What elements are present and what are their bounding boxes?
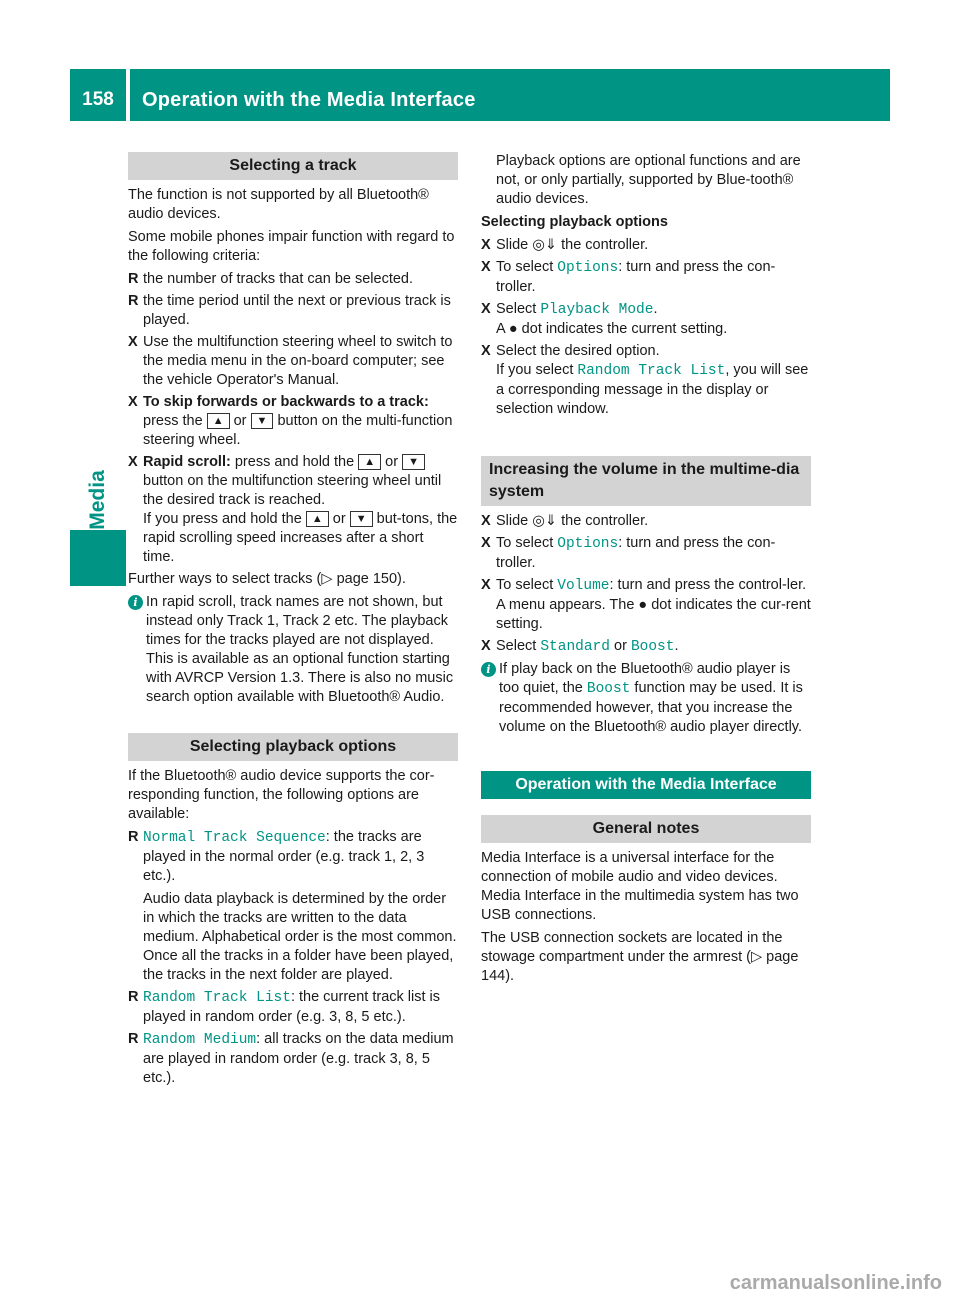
paragraph: If the Bluetooth® audio device supports the cor-responding function, the following options are available: (128, 768, 435, 822)
step-item: X Select the desired option. If you select Random Track List, you will see a corresponding message in the display or selection window. (481, 343, 809, 417)
bullet-marker: R (128, 271, 139, 287)
step-marker: X (128, 334, 138, 350)
bullet-marker: R (128, 293, 139, 309)
list-item: R the time period until the next or previous track is played. (128, 293, 451, 328)
heading-selecting-track: Selecting a track (128, 152, 458, 180)
paragraph: The function is not supported by all Bluetooth® audio devices. (128, 187, 429, 222)
step-marker: X (481, 577, 491, 593)
page-title: Operation with the Media Interface (142, 89, 476, 111)
heading-general-notes: General notes (481, 815, 811, 843)
up-key-icon: ▲ (358, 454, 381, 470)
step-marker: X (481, 237, 491, 253)
step-item: X To select Options: turn and press the con-troller. (481, 259, 776, 295)
step-marker: X (481, 301, 491, 317)
right-column (481, 152, 811, 990)
header-divider (126, 69, 130, 121)
up-key-icon: ▲ (306, 511, 329, 527)
down-key-icon: ▼ (402, 454, 425, 470)
list-item: R Normal Track Sequence: the tracks are played in the normal order (e.g. track 1, 2, 3 etc.). Audio data playback is determined by the order in which the tracks are written to the data medium. Alphabetical order is the most common. Once all the tracks in a folder have been played, the tracks in the next folder are played. (128, 829, 457, 983)
watermark: carmanualsonline.info (729, 1272, 942, 1294)
subheading: Selecting playback options (481, 214, 668, 230)
step-item: X Slide ◎⇓ the controller. (481, 513, 649, 529)
step-item: X To select Volume: turn and press the control-ler. A menu appears. The ● dot indicates the cur-rent setting. (481, 577, 811, 632)
step-item: X To select Options: turn and press the con-troller. (481, 535, 776, 571)
list-item: R Random Medium: all tracks on the data medium are played in random order (e.g. track 3, 8, 5 etc.). (128, 1031, 454, 1086)
info-note: i If play back on the Bluetooth® audio player is too quiet, the Boost function may be used. It is recommended however, that you increase the volume on the Bluetooth® audio player directly. (481, 660, 811, 737)
step-marker: X (128, 454, 138, 470)
heading-playback-options: Selecting playback options (128, 733, 458, 761)
list-item: R Random Track List: the current track list is played in random order (e.g. 3, 8, 5 etc.). (128, 989, 441, 1025)
down-key-icon: ▼ (251, 413, 274, 429)
section-tab-label: Media (86, 470, 110, 530)
bullet-marker: R (128, 989, 139, 1005)
info-icon: i (481, 662, 496, 677)
heading-volume: Increasing the volume in the multime-dia system (481, 456, 811, 506)
step-marker: X (481, 343, 491, 359)
paragraph: The USB connection sockets are located in the stowage compartment under the armrest (▷ page 144). (481, 930, 799, 984)
paragraph: Playback options are optional functions and are not, or only partially, supported by Blue-tooth® audio devices. (496, 153, 801, 207)
step-marker: X (481, 535, 491, 551)
heading-media-interface: Operation with the Media Interface (481, 771, 811, 799)
section-tab-marker (70, 530, 126, 586)
left-column (128, 152, 458, 1091)
step-marker: X (128, 394, 138, 410)
paragraph: Further ways to select tracks (▷ page 150). (128, 571, 406, 587)
step-item: X Use the multifunction steering wheel to switch to the media menu in the on-board computer; see the vehicle Operator's Manual. (128, 334, 453, 388)
down-key-icon: ▼ (350, 511, 373, 527)
info-note: i In rapid scroll, track names are not shown, but instead only Track 1, Track 2 etc. The playback times for the tracks played are not displayed. This is available as an optional function starting with AVRCP Version 1.3. There is also no music search option available with Bluetooth® Audio. (128, 593, 458, 707)
step-marker: X (481, 638, 491, 654)
paragraph: Some mobile phones impair function with regard to the following criteria: (128, 229, 455, 264)
step-item: X Slide ◎⇓ the controller. (481, 237, 649, 253)
list-item: R the number of tracks that can be selected. (128, 271, 414, 287)
step-item: X Select Standard or Boost. (481, 638, 679, 655)
bullet-marker: R (128, 829, 139, 845)
step-item: X To skip forwards or backwards to a track: press the ▲ or ▼ button on the multi-function steering wheel. (128, 394, 453, 448)
up-key-icon: ▲ (207, 413, 230, 429)
paragraph: Media Interface is a universal interface for the connection of mobile audio and video devices. Media Interface in the multimedia system has two USB connections. (481, 850, 799, 923)
bullet-marker: R (128, 1031, 139, 1047)
step-marker: X (481, 259, 491, 275)
step-item: X Rapid scroll: press and hold the ▲ or ▼ button on the multifunction steering wheel until the desired track is reached. If you press and hold the ▲ or ▼ but-tons, the rapid scrolling speed increases after a short time. (128, 454, 458, 565)
page-number: 158 (82, 89, 114, 110)
step-item: X Select Playback Mode. A ● dot indicates the current setting. (481, 301, 728, 337)
info-icon: i (128, 595, 143, 610)
step-marker: X (481, 513, 491, 529)
